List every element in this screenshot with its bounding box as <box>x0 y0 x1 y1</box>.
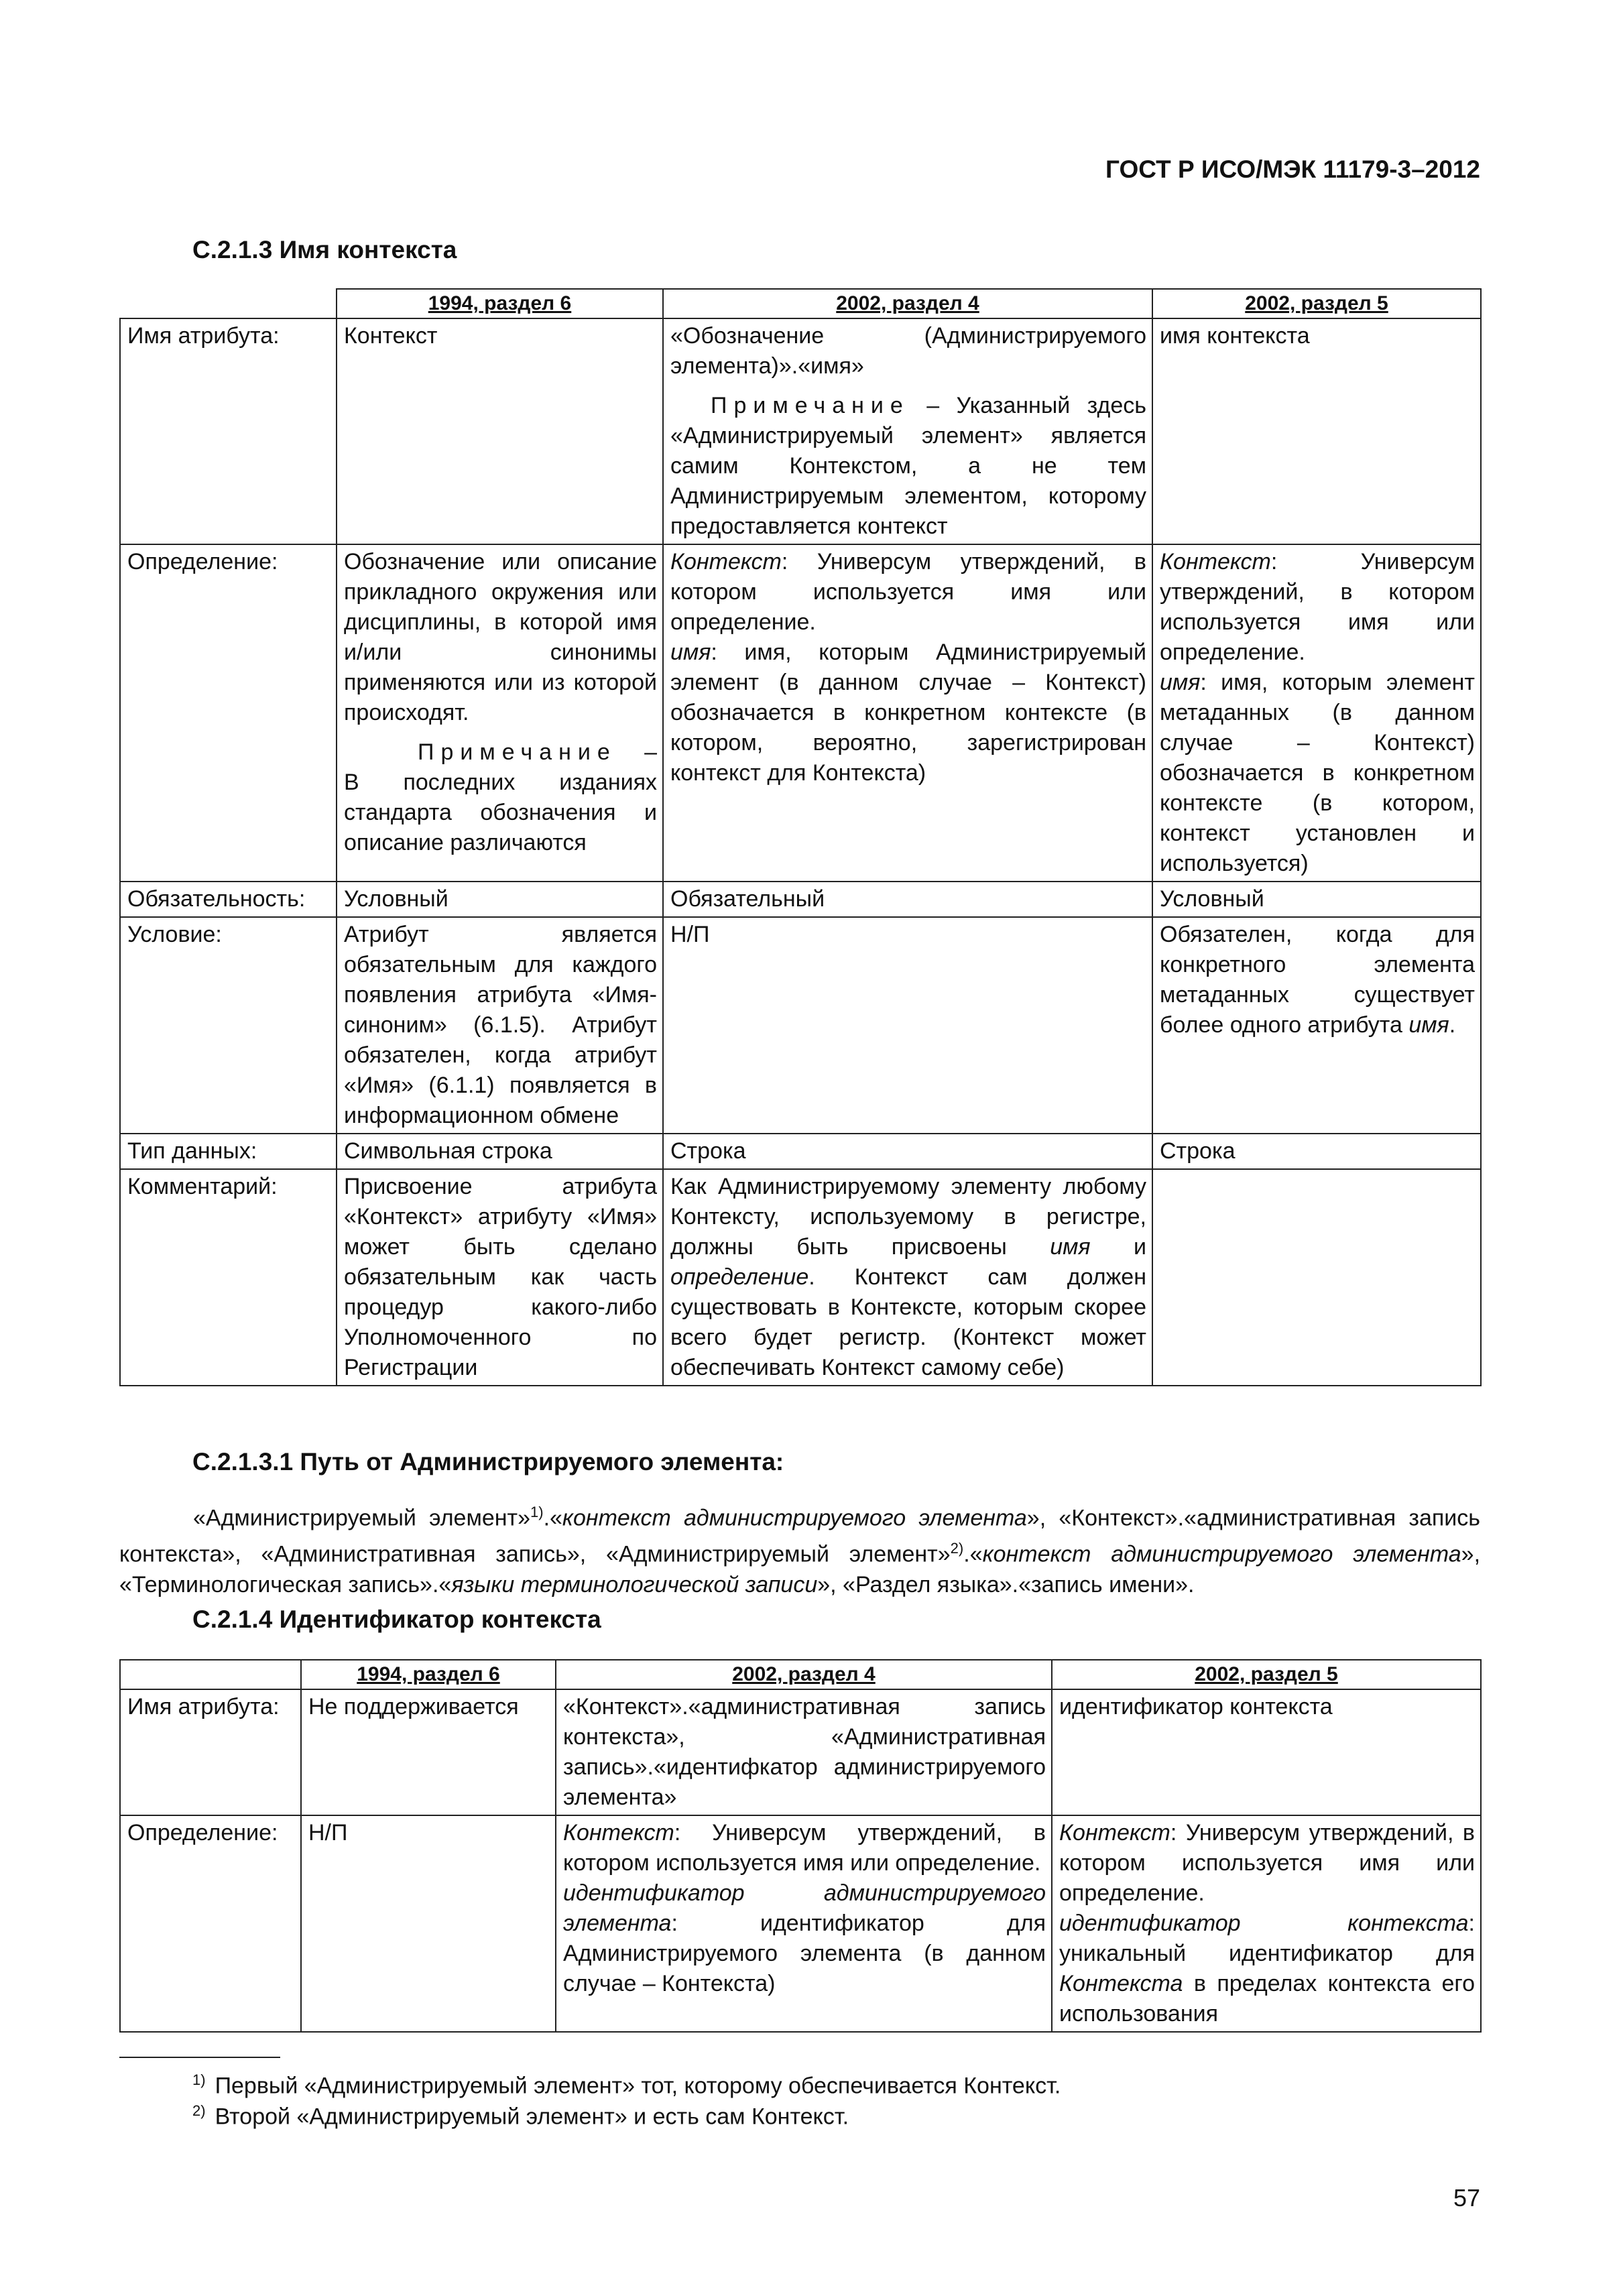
term: имя <box>1408 1012 1449 1038</box>
cell-text: : Универсум утверждений, в котором используется имя или определение. <box>670 549 1146 635</box>
note-text: – В последних изданиях стандарта обозначения и описание различаются <box>344 739 657 855</box>
footnote <box>192 2097 849 2130</box>
row-label: Условие: <box>120 917 337 1134</box>
cell: Н/П <box>663 917 1152 1134</box>
cell-text: : Универсум утверждений, в котором используется имя или определение. <box>1059 1820 1475 1906</box>
path-paragraph <box>119 1497 1480 1600</box>
column-header: 2002, раздел 5 <box>1052 1660 1481 1689</box>
row-label: Имя атрибута: <box>120 1689 301 1815</box>
row-label: Комментарий: <box>120 1169 337 1386</box>
cell: идентификатор контекста <box>1052 1689 1481 1815</box>
row-label: Определение: <box>120 1815 301 2032</box>
note-label: Примечание <box>711 393 910 418</box>
context-name-table <box>119 288 1482 1386</box>
cell <box>1152 1169 1481 1386</box>
cell: Не поддерживается <box>301 1689 556 1815</box>
term: имя <box>670 640 711 665</box>
cell <box>663 1169 1152 1386</box>
table-row <box>120 1689 1481 1815</box>
footnote-ref: 2) <box>950 1540 964 1557</box>
term: идентификатор администрируемого элемента <box>563 1880 1046 1936</box>
cell: Условный <box>337 882 663 917</box>
term: имя <box>1160 670 1201 695</box>
empty-corner-cell <box>120 1660 301 1689</box>
cell: Символьная строка <box>337 1134 663 1169</box>
table-row <box>120 318 1481 544</box>
path-term: контекст администрируемого элемента <box>562 1505 1027 1531</box>
table-row <box>120 917 1481 1134</box>
cell <box>663 318 1152 544</box>
cell-text: Как Администрируемому элементу любому Контексту, используемому в регистре, должны быть присвоены <box>670 1174 1146 1260</box>
cell-text: : Универсум утверждений, в котором используется имя или определение. <box>1160 549 1475 665</box>
cell: Условный <box>1152 882 1481 917</box>
cell <box>663 544 1152 882</box>
cell-text: : Универсум утверждений, в котором используется имя или определение. <box>563 1820 1046 1876</box>
term: имя <box>1050 1234 1091 1260</box>
term: Контекст <box>1059 1820 1170 1846</box>
section-heading-context-id: C.2.1.4 Идентификатор контекста <box>192 1606 601 1633</box>
cell <box>337 544 663 882</box>
cell <box>1152 544 1481 882</box>
footnote-mark: 1) <box>192 2071 206 2088</box>
cell-text: Обозначение или описание прикладного окружения или дисциплины, в которой имя и/или синонимы применяются или из которой происходят. <box>344 549 657 725</box>
footnote-text: Второй «Администрируемый элемент» и есть сам Контекст. <box>215 2104 849 2130</box>
footnote-text: Первый «Администрируемый элемент» тот, которому обеспечивается Контекст. <box>215 2073 1061 2099</box>
term: определение <box>670 1264 809 1290</box>
footnote <box>192 2066 1061 2100</box>
cell-text: в пределах контекста его использования <box>1059 1971 1475 2027</box>
section-heading-path: C.2.1.3.1 Путь от Администрируемого элемента: <box>192 1448 784 1475</box>
term: Контекст <box>670 549 782 575</box>
row-label: Обязательность: <box>120 882 337 917</box>
note <box>670 391 1146 542</box>
context-id-table <box>119 1659 1482 2033</box>
table-row <box>120 1815 1481 2032</box>
row-label: Определение: <box>120 544 337 882</box>
term: Контекст <box>563 1820 674 1846</box>
column-header: 2002, раздел 5 <box>1152 289 1481 318</box>
cell <box>1152 917 1481 1134</box>
cell-text: : имя, которым Администрируемый элемент (в данном случае – Контекст) обозначается в конкретном контексте (в котором, вероятно, зарегистрирован контекст для Контекста) <box>670 640 1146 786</box>
section-heading-context-name: C.2.1.3 Имя контекста <box>192 236 457 263</box>
path-term: языки терминологической записи <box>451 1571 818 1597</box>
table-row <box>120 1134 1481 1169</box>
cell: Строка <box>1152 1134 1481 1169</box>
path-term: контекст администрируемого элемента <box>982 1541 1461 1567</box>
document-header: ГОСТ Р ИСО/МЭК 11179-3–2012 <box>1105 156 1480 183</box>
term: идентификатор контекста <box>1059 1911 1469 1936</box>
term: Контекста <box>1059 1971 1183 1996</box>
cell <box>556 1815 1052 2032</box>
cell: Контекст <box>337 318 663 544</box>
column-header: 2002, раздел 4 <box>556 1660 1052 1689</box>
table-row <box>120 882 1481 917</box>
column-header: 1994, раздел 6 <box>337 289 663 318</box>
cell-text: : уникальный идентификатор для <box>1059 1911 1475 1966</box>
cell-text: : имя, которым элемент метаданных (в данном случае – Контекст) обозначается в конкретном контексте (в котором, контекст установлен и используется) <box>1160 670 1475 876</box>
footnote-separator <box>119 2057 280 2058</box>
note-label: Примечание <box>418 739 617 765</box>
cell: Строка <box>663 1134 1152 1169</box>
path-text: «Администрируемый элемент» <box>193 1505 530 1531</box>
path-text: », «Раздел языка».«запись имени». <box>817 1571 1195 1597</box>
footnote-mark: 2) <box>192 2102 206 2119</box>
table-header-row <box>120 1660 1481 1689</box>
cell-text: : идентификатор для Администрируемого элемента (в данном случае – Контекста) <box>563 1911 1046 1996</box>
column-header: 2002, раздел 4 <box>663 289 1152 318</box>
path-text: .« <box>543 1505 562 1531</box>
row-label: Тип данных: <box>120 1134 337 1169</box>
cell: Обязательный <box>663 882 1152 917</box>
cell: «Контекст».«административная запись контекста», «Административная запись».«идентифкатор администрируемого элемента» <box>556 1689 1052 1815</box>
page-number: 57 <box>1453 2184 1480 2212</box>
note <box>344 737 657 858</box>
cell-text-end: . <box>1449 1012 1456 1038</box>
cell <box>1052 1815 1481 2032</box>
cell-text: и <box>1090 1234 1146 1260</box>
table-header-row <box>120 289 1481 318</box>
row-label: Имя атрибута: <box>120 318 337 544</box>
path-text: », «Терминологическая запись».« <box>119 1541 1481 1597</box>
note-text: – Указанный здесь «Администрируемый элемент» является самим Контекстом, а не тем Администрируемым элементом, которому предоставляется контекст <box>670 393 1146 539</box>
cell-text: «Обозначение (Администрируемого элемента)».«имя» <box>670 323 1146 379</box>
cell: Присвоение атрибута «Контекст» атрибуту «Имя» может быть сделано обязательным как часть процедур какого-либо Уполномоченного по Регистрации <box>337 1169 663 1386</box>
cell-text: Обязателен, когда для конкретного элемента метаданных существует более одного атрибута <box>1160 922 1475 1038</box>
cell: имя контекста <box>1152 318 1481 544</box>
column-header: 1994, раздел 6 <box>301 1660 556 1689</box>
footnote-ref: 1) <box>530 1504 544 1520</box>
table-row <box>120 544 1481 882</box>
cell-text: . Контекст сам должен существовать в Контексте, которым скорее всего будет регистр. (Контекст может обеспечивать Контекст самому себе) <box>670 1264 1146 1380</box>
empty-corner-cell <box>120 289 337 318</box>
cell: Атрибут является обязательным для каждого появления атрибута «Имя-синоним» (6.1.5). Атрибут обязателен, когда атрибут «Имя» (6.1.1) появляется в информационном обмене <box>337 917 663 1134</box>
term: Контекст <box>1160 549 1271 575</box>
path-text: .« <box>963 1541 983 1567</box>
table-row <box>120 1169 1481 1386</box>
path-text: », «Контекст».«административная запись контекста», «Административная запись», «Администрируемый элемент» <box>119 1505 1481 1567</box>
cell: Н/П <box>301 1815 556 2032</box>
